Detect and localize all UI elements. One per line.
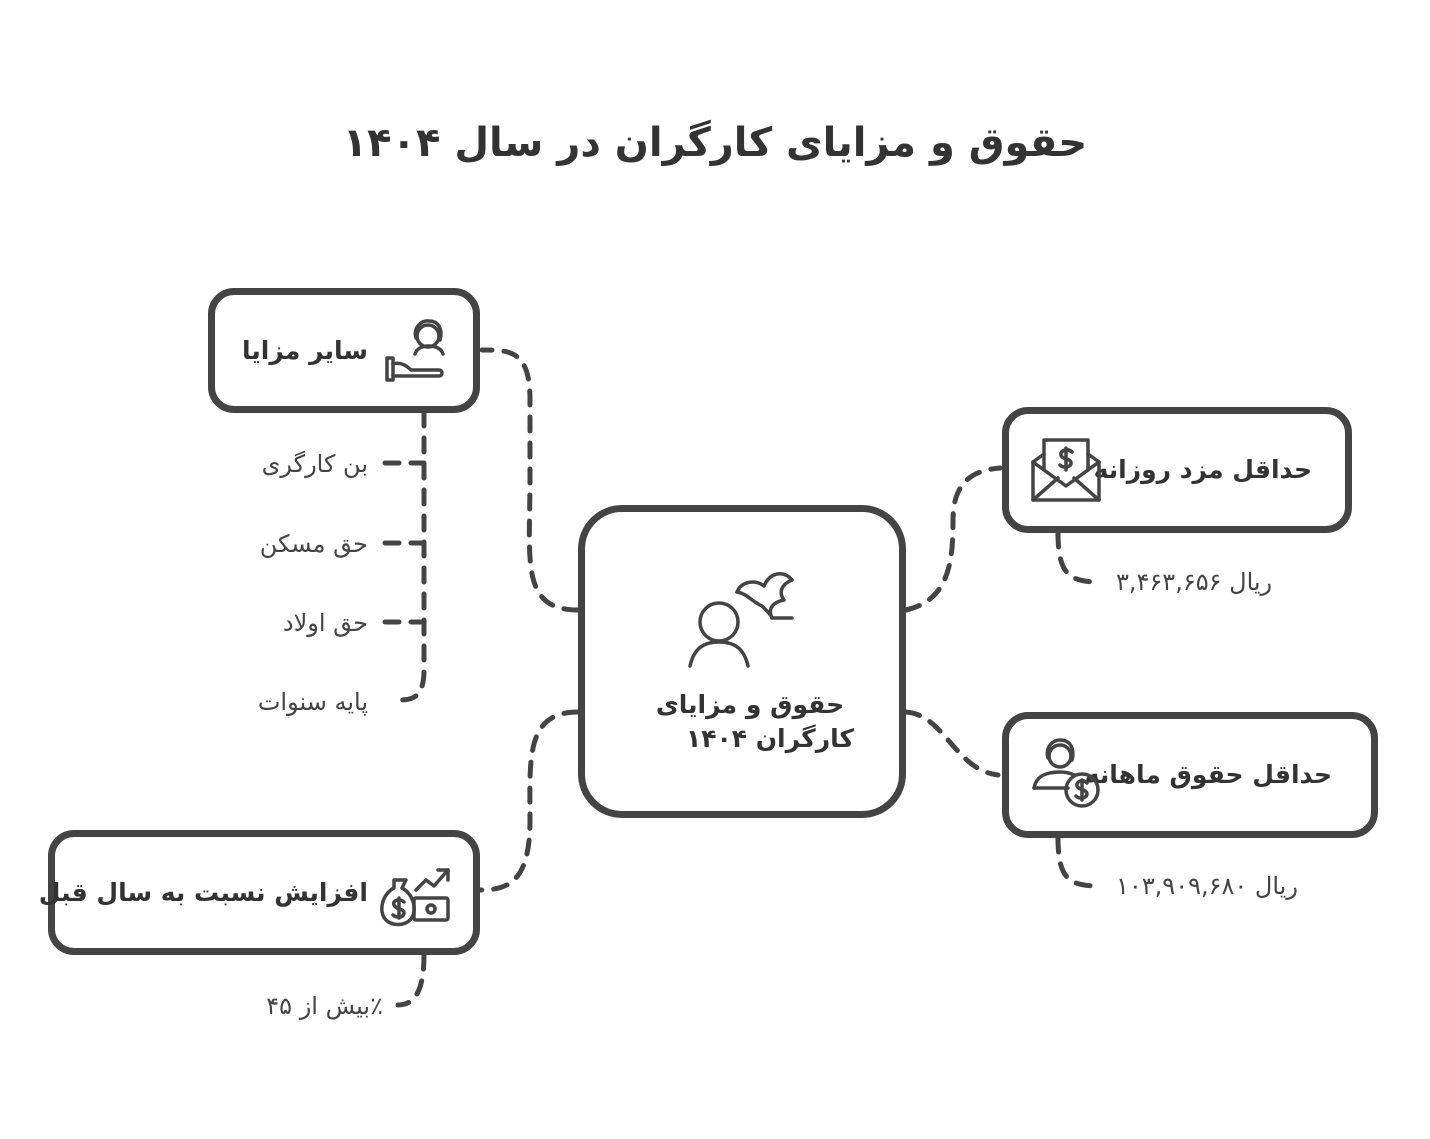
increase-leaf: ٪بیش از ۴۵ (266, 992, 383, 1020)
envelope-money-icon (1030, 436, 1102, 504)
person-thinking-icon (682, 562, 802, 672)
connector-daily-wage-leaf (1058, 533, 1100, 582)
diagram-title: حقوق و مزایای کارگران در سال ۱۴۰۴ (342, 120, 1088, 166)
other-benefits-label: سایر مزایا (242, 336, 368, 365)
daily-wage-label: حداقل مزد روزانه (1093, 455, 1312, 484)
connector-center-daily-wage (906, 468, 1000, 610)
hand-person-icon (383, 318, 453, 384)
center-label-line2: کارگران ۱۴۰۴ (685, 724, 855, 753)
monthly-salary-leaf: ریال ۱۰۳,۹۰۹,۶۸۰ (1116, 872, 1298, 900)
increase-label: افزایش نسبت به سال قبل (38, 878, 368, 907)
center-label (620, 688, 880, 756)
connector-monthly-salary-leaf (1058, 838, 1100, 886)
other-benefits-leaf-2: حق مسکن (259, 530, 368, 558)
other-benefits-leaf-4: پایه سنوات (257, 688, 368, 716)
connector-center-monthly-salary (906, 712, 998, 775)
daily-wage-leaf: ریال ۳,۴۶۳,۶۵۶ (1116, 568, 1273, 596)
other-benefits-leaf-1: بن کارگری (261, 450, 368, 478)
connector-center-increase (480, 712, 578, 890)
monthly-salary-label: حداقل حقوق ماهانه (1084, 760, 1332, 789)
other-benefits-leaf-3: حق اولاد (282, 609, 368, 637)
person-dollar-icon (1030, 738, 1104, 810)
connector-center-other-benefits (482, 350, 578, 610)
money-growth-icon (380, 860, 456, 928)
connector-other-benefits-trunk (398, 412, 424, 700)
connector-increase-leaf (398, 955, 424, 1005)
center-label-line1: حقوق و مزایای (655, 690, 845, 719)
